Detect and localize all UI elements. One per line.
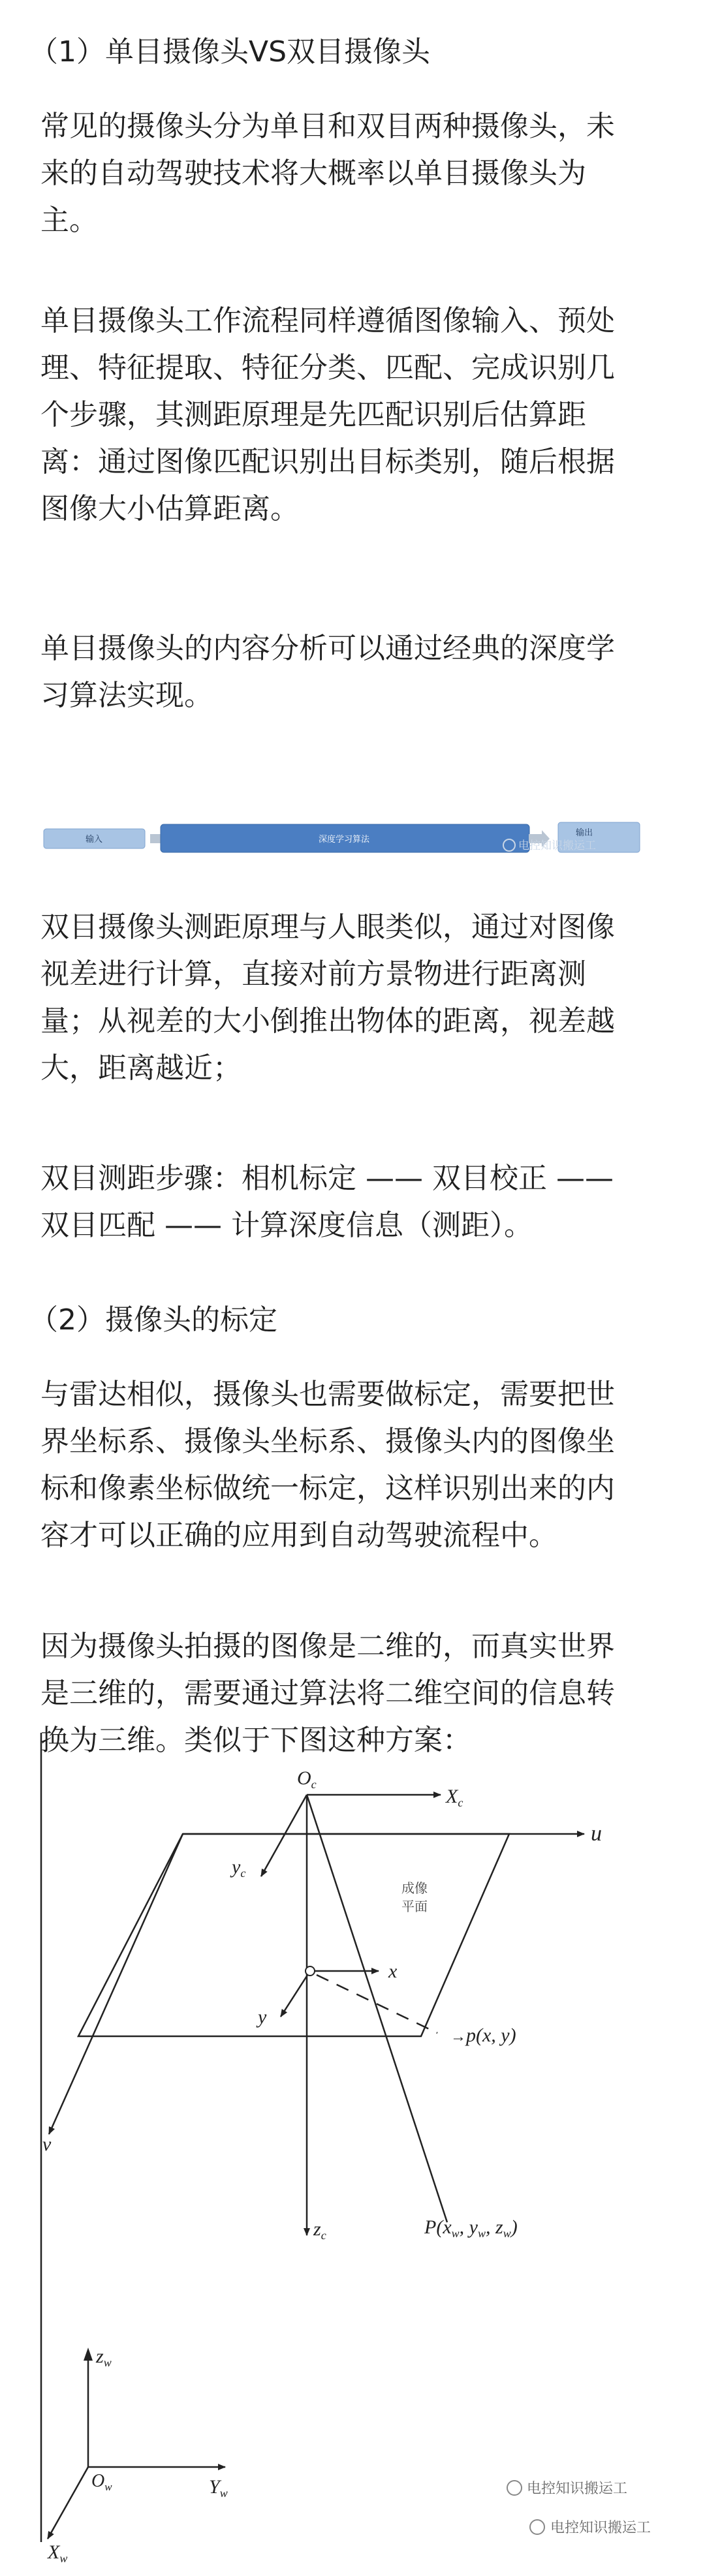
y-axis <box>281 1971 310 2017</box>
xc-label: $X_c$ <box>446 1786 463 1809</box>
p-big-label: $P(x_w$, $y_w$, $z_w$) <box>424 2216 518 2240</box>
p-small-label: →p(x, y) <box>450 2025 516 2046</box>
text-line: 单目摄像头工作流程同样遵循图像输入、预处 <box>40 304 615 337</box>
paragraph-mono-workflow <box>40 298 667 533</box>
text-line: 是三维的，需要通过算法将二维空间的信息转 <box>40 1677 615 1710</box>
text-line: 双目匹配 —— 计算深度信息（测距）。 <box>40 1209 533 1242</box>
ow-label: $O_w$ <box>91 2471 112 2493</box>
wechat-icon <box>530 2520 544 2534</box>
x-label: x <box>388 1961 398 1982</box>
projection-dashed-line <box>317 1975 437 2033</box>
paragraph-camera-types <box>40 103 667 244</box>
camera-coordinate-figure <box>36 1730 672 2576</box>
input-label: 输入 <box>85 835 103 845</box>
xw-label: $X_w$ <box>48 2541 68 2565</box>
text-line: 来的自动驾驶技术将大概率以单目摄像头为 <box>40 157 586 190</box>
text-line: 与雷达相似，摄像头也需要做标定，需要把世 <box>40 1378 615 1411</box>
yw-label: $Y_w$ <box>209 2476 228 2500</box>
paragraph-binocular-steps <box>40 1155 667 1249</box>
zc-label: $z_c$ <box>313 2218 326 2242</box>
text-line: 换为三维。类似于下图这种方案： <box>40 1724 471 1757</box>
text-line: 界坐标系、摄像头坐标系、摄像头内的图像坐 <box>40 1425 615 1458</box>
image-plane-label-1: 成像 <box>401 1880 428 1896</box>
xw-axis <box>48 2467 88 2539</box>
text-line: 离：通过图像匹配识别出目标类别，随后根据 <box>40 445 615 478</box>
oc-label: $O_c$ <box>297 1767 317 1791</box>
watermark-text-2: 电控知识搬运工 <box>550 2520 651 2536</box>
camera-coordinate-svg <box>36 1730 672 2576</box>
text-line: 理、特征提取、特征分类、匹配、完成识别几 <box>40 351 615 384</box>
text-line: 习算法实现。 <box>40 679 213 712</box>
text-line: 大，距离越近； <box>40 1051 242 1085</box>
paragraph-binocular <box>40 904 667 1092</box>
v-label: v <box>42 2134 52 2155</box>
section-heading-calibration: （2）摄像头的标定 <box>29 1303 277 1337</box>
v-axis <box>49 1834 183 2134</box>
text-line: 容才可以正确的应用到自动驾驶流程中。 <box>40 1519 557 1552</box>
watermark-text-1: 电控知识搬运工 <box>527 2481 628 2497</box>
process-label: 深度学习算法 <box>318 835 370 845</box>
principal-point <box>306 1966 315 1976</box>
u-label: u <box>591 1822 602 1846</box>
section-heading-camera-types: （1）单目摄像头VS双目摄像头 <box>29 35 431 69</box>
zw-label: $z_w$ <box>96 2346 112 2369</box>
flow-diagram <box>40 816 667 861</box>
text-line: 主。 <box>40 204 98 237</box>
wechat-icon <box>507 2481 522 2495</box>
text-line: 个步骤，其测距原理是先匹配识别后估算距 <box>40 398 586 431</box>
text-line: 常见的摄像头分为单目和双目两种摄像头，未 <box>40 110 615 143</box>
text-line: 单目摄像头的内容分析可以通过经典的深度学 <box>40 632 615 665</box>
image-plane-label-2: 平面 <box>401 1899 428 1914</box>
yc-axis <box>261 1795 307 1876</box>
projection-ray <box>307 1795 447 2222</box>
text-line: 标和像素坐标做统一标定，这样识别出来的内 <box>40 1472 615 1505</box>
paragraph-calibration <box>40 1371 667 1559</box>
text-line: 双目摄像头测距原理与人眼类似，通过对图像 <box>40 910 615 944</box>
watermark-text: 电控知识搬运工 <box>518 839 596 852</box>
yc-label: $y_c$ <box>232 1856 246 1880</box>
paragraph-deep-learning <box>40 625 667 719</box>
text-line: 量；从视差的大小倒推出物体的距离，视差越 <box>40 1004 615 1038</box>
text-line: 图像大小估算距离。 <box>40 492 299 525</box>
flow-diagram-svg <box>40 816 667 861</box>
zw-arrow <box>84 2348 93 2361</box>
text-line: 双目测距步骤：相机标定 —— 双目校正 —— <box>40 1162 614 1195</box>
image-plane <box>78 1834 509 2036</box>
text-line: 因为摄像头拍摄的图像是二维的，而真实世界 <box>40 1630 615 1663</box>
y-label: y <box>258 2006 267 2028</box>
text-line: 视差进行计算，直接对前方景物进行距离测 <box>40 957 586 991</box>
output-label: 输出 <box>576 828 593 838</box>
